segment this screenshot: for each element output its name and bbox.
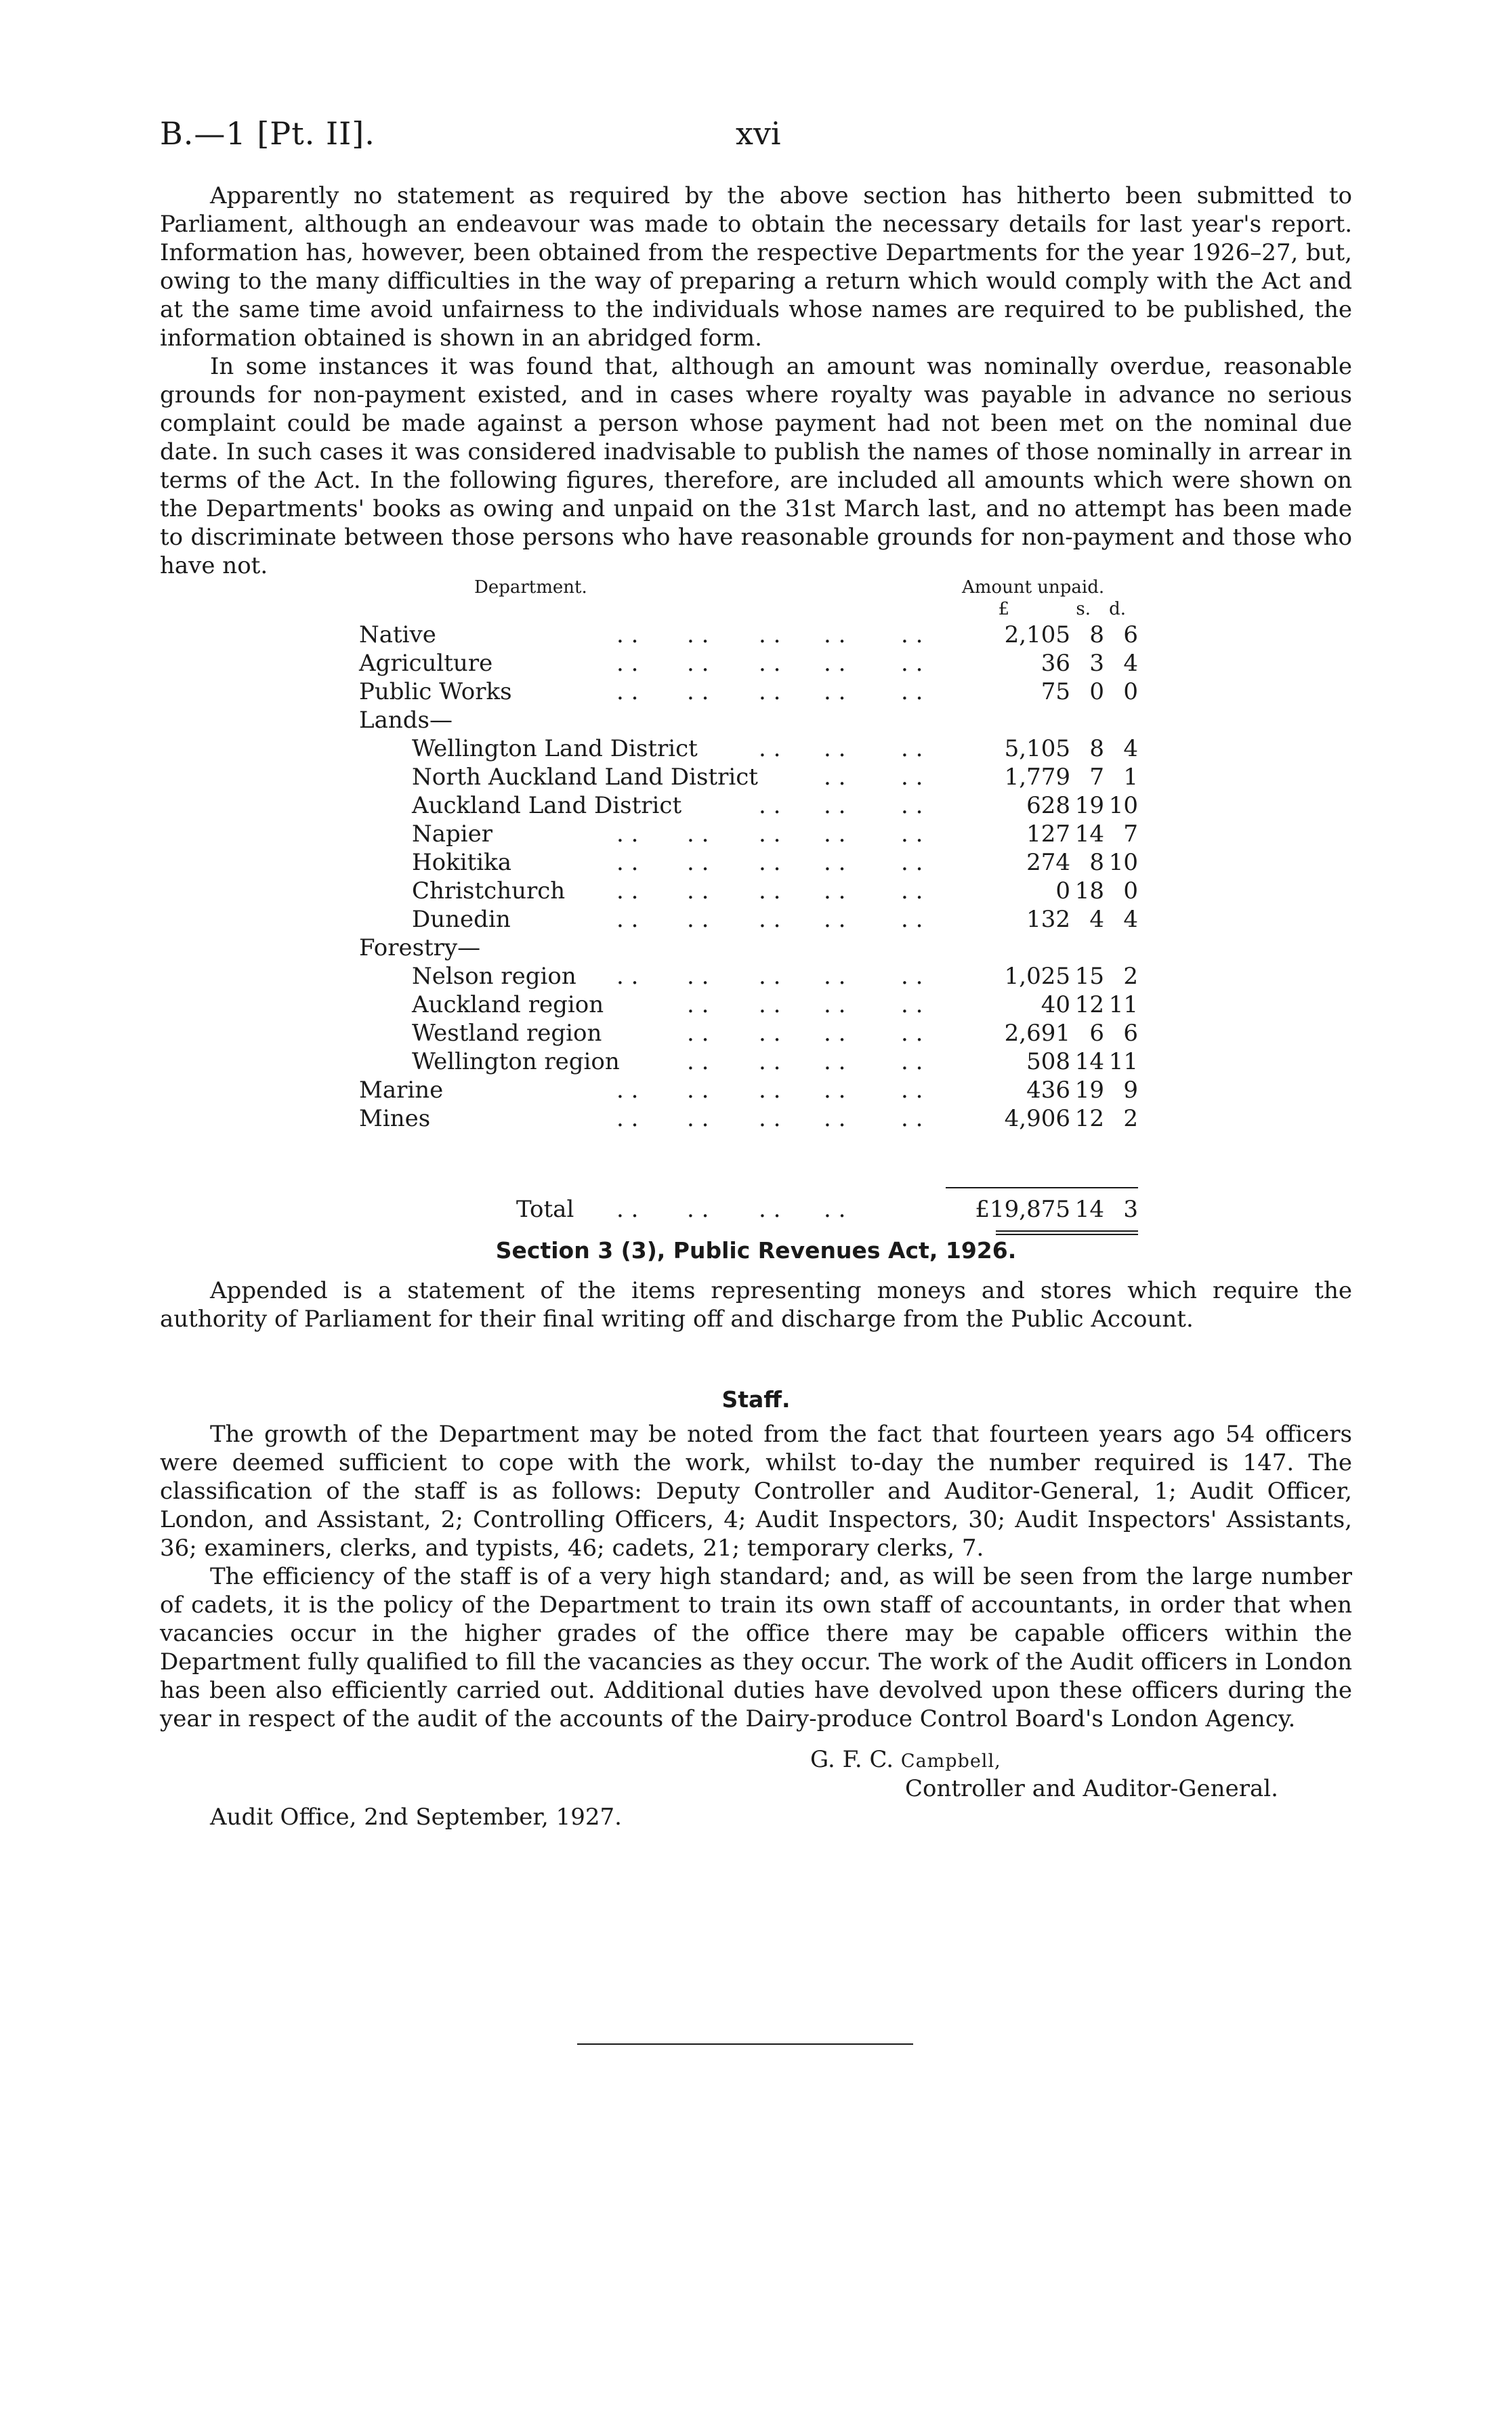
- total-label: Total: [516, 1196, 574, 1223]
- total-shillings: 14: [1074, 1196, 1104, 1223]
- table-row: [359, 934, 1138, 962]
- section-heading: Section 3 (3), Public Revenues Act, 1926.: [495, 1237, 1017, 1264]
- amount-pounds: 508: [1026, 1048, 1070, 1075]
- amount-pence: 10: [1108, 792, 1138, 819]
- amount-shillings: 14: [1074, 1048, 1104, 1075]
- amount-pence: 11: [1108, 991, 1138, 1018]
- table-row: Christchurch . . . . . . . . . . 0 18 0: [412, 877, 1138, 904]
- department-label: Mines: [359, 1105, 431, 1132]
- table-row: Public Works . . . . . . . . . . 75 0 0: [359, 678, 1138, 705]
- table-row: Auckland region . . . . . . . . 40 12 11: [412, 991, 1138, 1018]
- staff-heading: Staff.: [721, 1386, 791, 1413]
- amount-pounds: 2,691: [1004, 1020, 1070, 1047]
- department-label: Wellington Land District: [412, 735, 698, 762]
- amount-shillings: 19: [1074, 1077, 1104, 1104]
- amount-pence: 6: [1123, 1020, 1138, 1047]
- amount-shillings: 14: [1074, 820, 1104, 848]
- department-label: Hokitika: [412, 849, 512, 876]
- amount-shillings: 4: [1089, 906, 1104, 933]
- amount-pounds: 2,105: [1004, 621, 1070, 648]
- signatory-name: [810, 1746, 1001, 1773]
- amount-pounds: 1,025: [1004, 963, 1070, 990]
- table-row: Napier . . . . . . . . . . 127 14 7: [412, 820, 1138, 848]
- table-row: Wellington region . . . . . . . . 508 14 11: [412, 1048, 1138, 1075]
- amount-pence: 4: [1123, 735, 1138, 762]
- sum-rule: [946, 1187, 1138, 1188]
- table-row: Mines . . . . . . . . . . 4,906 12 2: [359, 1105, 1138, 1132]
- table-rows: [359, 621, 1138, 1133]
- amount-pence: 0: [1123, 877, 1138, 904]
- unit-pounds: £: [998, 599, 1009, 619]
- department-label: Marine: [359, 1077, 444, 1104]
- total-double-rule-1: [996, 1230, 1138, 1232]
- unit-shillings: s.: [1076, 599, 1091, 619]
- table-row: Hokitika . . . . . . . . . . 274 8 10: [412, 849, 1138, 876]
- amount-shillings: 8: [1089, 621, 1104, 648]
- amount-shillings: 12: [1074, 1105, 1104, 1132]
- department-label: Westland region: [412, 1020, 602, 1047]
- amount-shillings: 19: [1074, 792, 1104, 819]
- department-label: Auckland region: [412, 991, 604, 1018]
- report-reference: B.—1 [Pt. II].: [160, 115, 375, 152]
- department-label: Napier: [412, 820, 493, 848]
- department-label: North Auckland Land District: [412, 764, 758, 791]
- amount-pounds: 5,105: [1004, 735, 1070, 762]
- amount-pounds: 127: [1026, 820, 1070, 848]
- amount-pence: 4: [1123, 906, 1138, 933]
- amount-pence: 0: [1123, 678, 1138, 705]
- amount-pence: 9: [1123, 1077, 1138, 1104]
- amount-pence: 10: [1108, 849, 1138, 876]
- page-number: xvi: [736, 115, 781, 152]
- amount-shillings: 3: [1089, 650, 1104, 677]
- amount-pounds: 628: [1026, 792, 1070, 819]
- amount-pounds: 4,906: [1004, 1105, 1070, 1132]
- amount-pounds: 274: [1026, 849, 1070, 876]
- table-row: Native . . . . . . . . . . 2,105 8 6: [359, 621, 1138, 648]
- amount-shillings: 8: [1089, 849, 1104, 876]
- table-row: Westland region . . . . . . . . 2,691 6 6: [412, 1020, 1138, 1047]
- column-header-amount: Amount unpaid.: [962, 577, 1105, 598]
- table-row: Marine . . . . . . . . . . 436 19 9: [359, 1077, 1138, 1104]
- office-date: Audit Office, 2nd September, 1927.: [210, 1804, 622, 1831]
- department-label: Native: [359, 621, 436, 648]
- amount-pence: 6: [1123, 621, 1138, 648]
- closing-rule: [577, 2043, 913, 2045]
- department-label: Forestry—: [359, 934, 481, 961]
- department-label: Dunedin: [412, 906, 511, 933]
- paragraph-statement-note: Apparently no statement as required by the above section has hitherto been submitted to Parliament, although an endeavour was made to obtain the necessary details for last year's report. Information has, however, been obtained from the respective Departments for the year 1926–27, but, owing to the many difficulties in the way of preparing a return which would comply with the Act and at the same time avoid unfairness to the individuals whose names are required to be published, the information obtained is shown in an abridged form.: [160, 182, 1352, 352]
- paragraph-staff-efficiency: The efficiency of the staff is of a very high standard; and, as will be seen from the large number of cadets, it is the policy of the Department to train its own staff of accountants, in order that when vacancies occur in the higher grades of the office there may be capable officers within the Department fully qualified to fill the vacancies as they occur. The work of the Audit officers in London has been also efficiently carried out. Additional duties have devolved upon these officers during the year in respect of the audit of the accounts of the Dairy-produce Control Board's London Agency.: [160, 1563, 1352, 1732]
- amount-pounds: 436: [1026, 1077, 1070, 1104]
- signatory-title: Controller and Auditor-General.: [905, 1775, 1278, 1802]
- amount-shillings: 12: [1074, 991, 1104, 1018]
- paragraph-appended-statement: Appended is a statement of the items representing moneys and stores which require the authority of Parliament for their final writing off and discharge from the Public Account.: [160, 1277, 1352, 1333]
- amount-pence: 4: [1123, 650, 1138, 677]
- total-double-rule-2: [996, 1234, 1138, 1235]
- page-header: [160, 115, 1352, 156]
- amount-pounds: 36: [1041, 650, 1070, 677]
- amount-pounds: 132: [1026, 906, 1070, 933]
- amount-shillings: 0: [1089, 678, 1104, 705]
- total-pence: 3: [1123, 1196, 1138, 1223]
- department-label: Agriculture: [359, 650, 493, 677]
- paragraph-staff-growth: The growth of the Department may be noted from the fact that fourteen years ago 54 officers were deemed sufficient to cope with the work, whilst to-day the number required is 147. The classification of the staff is as follows: Deputy Controller and Auditor-General, 1; Audit Officer, London, and Assistant, 2; Controlling Officers, 4; Audit Inspectors, 30; Audit Inspectors' Assistants, 36; examiners, clerks, and typists, 46; cadets, 21; temporary clerks, 7.: [160, 1421, 1352, 1562]
- department-label: Nelson region: [412, 963, 576, 990]
- department-label: Public Works: [359, 678, 512, 705]
- table-row: Wellington Land District . . . . . . 5,105 8 4: [412, 735, 1138, 762]
- table-row: Nelson region . . . . . . . . . . 1,025 15 2: [412, 963, 1138, 990]
- department-label: Lands—: [359, 707, 453, 734]
- amount-shillings: 18: [1074, 877, 1104, 904]
- department-label: Wellington region: [412, 1048, 620, 1075]
- table-row: Auckland Land District . . . . . . 628 19 10: [412, 792, 1138, 819]
- amount-pounds: 75: [1041, 678, 1070, 705]
- signatory-initials: G. F. C.: [810, 1746, 901, 1773]
- department-label: Auckland Land District: [412, 792, 682, 819]
- amount-shillings: 7: [1089, 764, 1104, 791]
- amount-pounds: 40: [1041, 991, 1070, 1018]
- amount-pence: 7: [1123, 820, 1138, 848]
- amount-pence: 2: [1123, 1105, 1138, 1132]
- amount-shillings: 15: [1074, 963, 1104, 990]
- paragraph-overdue-note: In some instances it was found that, although an amount was nominally overdue, reasonable grounds for non-payment existed, and in cases where royalty was payable in advance no serious complaint could be made against a person whose payment had not been met on the nominal due date. In such cases it was considered inadvisable to publish the names of those nominally in arrear in terms of the Act. In the following figures, therefore, are included all amounts which were shown on the Departments' books as owing and unpaid on the 31st March last, and no attempt has been made to discriminate between those persons who have reasonable grounds for non-payment and those who have not.: [160, 353, 1352, 579]
- column-header-department: Department.: [474, 577, 587, 598]
- table-row: Dunedin . . . . . . . . . . 132 4 4: [412, 906, 1138, 933]
- amount-pence: 1: [1123, 764, 1138, 791]
- amount-pence: 11: [1108, 1048, 1138, 1075]
- total-pounds: £19,875: [975, 1196, 1070, 1223]
- amount-pounds: 0: [1055, 877, 1070, 904]
- table-row: North Auckland Land District . . . . 1,779 7 1: [412, 764, 1138, 791]
- amount-shillings: 6: [1089, 1020, 1104, 1047]
- department-label: Christchurch: [412, 877, 566, 904]
- table-row: [359, 706, 1138, 734]
- table-row: Agriculture . . . . . . . . . . 36 3 4: [359, 650, 1138, 677]
- amount-pounds: 1,779: [1004, 764, 1070, 791]
- amount-shillings: 8: [1089, 735, 1104, 762]
- amount-pence: 2: [1123, 963, 1138, 990]
- signatory-surname: Campbell,: [900, 1751, 1001, 1772]
- unit-pence: d.: [1109, 599, 1126, 619]
- total-row: Total . . . . . . . . £19,875 14 3: [516, 1196, 1138, 1223]
